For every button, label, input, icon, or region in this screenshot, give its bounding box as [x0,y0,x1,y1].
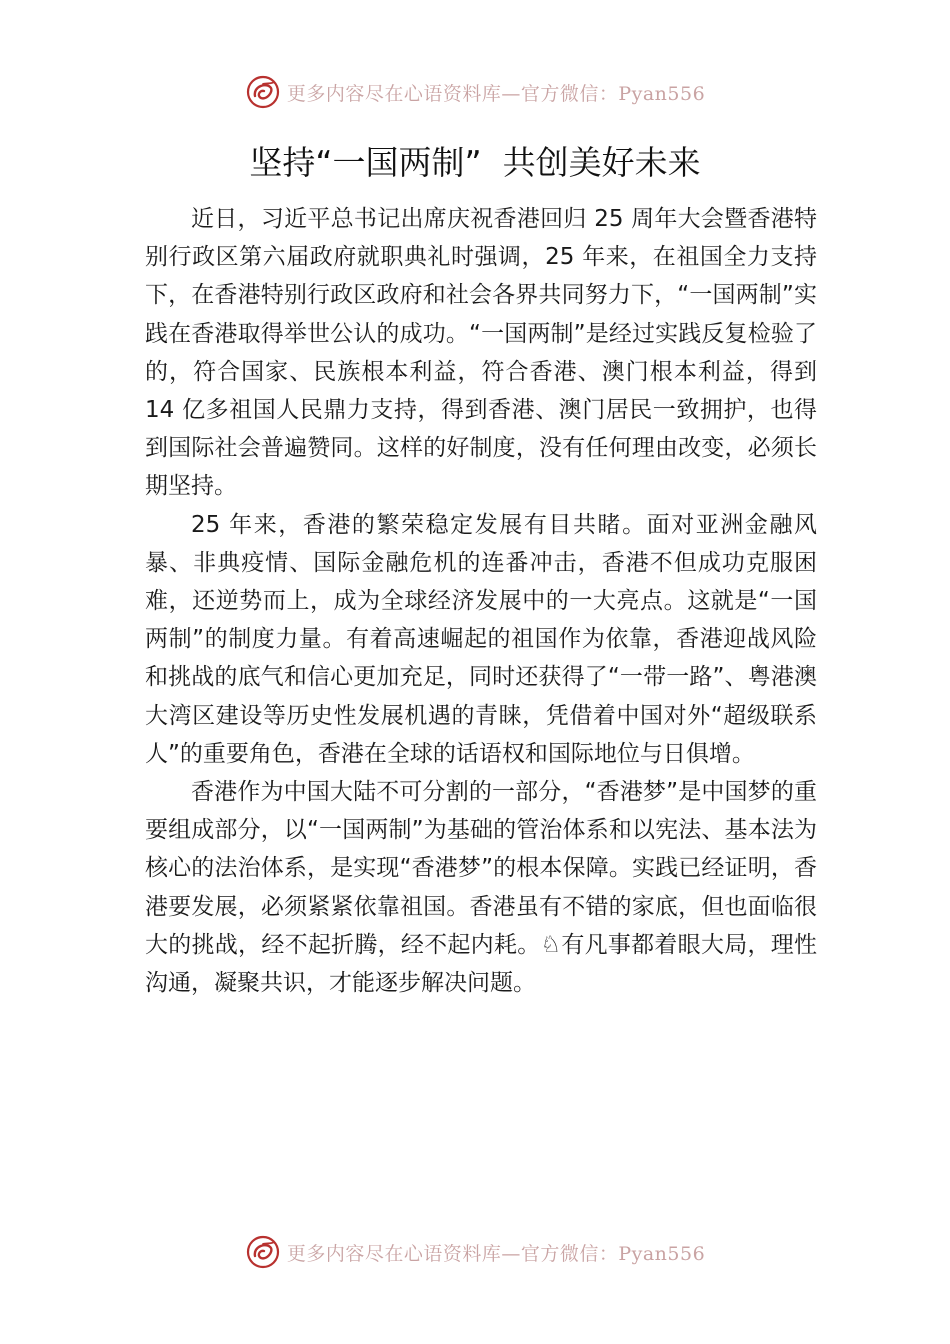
footer-banner [0,1232,950,1272]
document-title: 坚持“一国两制” 共创美好未来 [249,143,701,182]
banner-text: 更多内容尽在心语资料库—官方微信：Pyan556 [286,82,706,105]
paragraph: 香港作为中国大陆不可分割的一部分，“香港梦”是中国梦的重要组成部分，以“一国两制”为基础的管治体系和以宪法、基本法为核心的法治体系，是实现“香港梦”的根本保障。实践已经证明，香港要发展，必须紧紧依靠祖国。香港虽有不错的家底，但也面临很大的挑战，经不起折腾，经不起内耗。♘有凡事都着眼大局，理性沟通，凝聚共识，才能逐步解决问题。 [145,779,817,997]
paragraph: 近日，习近平总书记出席庆祝香港回归 25 周年大会暨香港特别行政区第六届政府就职典礼时强调，25 年来，在祖国全力支持下，在香港特别行政区政府和社会各界共同努力下，“一国两制”实践在香港取得举世公认的成功。“一国两制”是经过实践反复检验了的，符合国家、民族根本利益，符合香港、澳门根本利益，得到 14 亿多祖国人民鼎力支持，得到香港、澳门居民一致拥护，也得到国际社会普遍赞同。这样的好制度，没有任何理由改变，必须长期坚持。 [145,206,817,500]
document-body [145,200,817,1002]
heart-swirl-logo-icon [245,74,281,110]
header-banner [0,72,950,112]
paragraph: 25 年来，香港的繁荣稳定发展有目共睹。面对亚洲金融风暴、非典疫情、国际金融危机的连番冲击，香港不但成功克服困难，还逆势而上，成为全球经济发展中的一大亮点。这就是“一国两制”的制度力量。有着高速崛起的祖国作为依靠，香港迎战风险和挑战的底气和信心更加充足，同时还获得了“一带一路”、粤港澳大湾区建设等历史性发展机遇的青睐，凭借着中国对外“超级联系人”的重要角色，香港在全球的话语权和国际地位与日俱增。 [145,511,817,767]
banner-text: 更多内容尽在心语资料库—官方微信：Pyan556 [286,1242,706,1265]
heart-swirl-logo-icon [245,1234,281,1270]
